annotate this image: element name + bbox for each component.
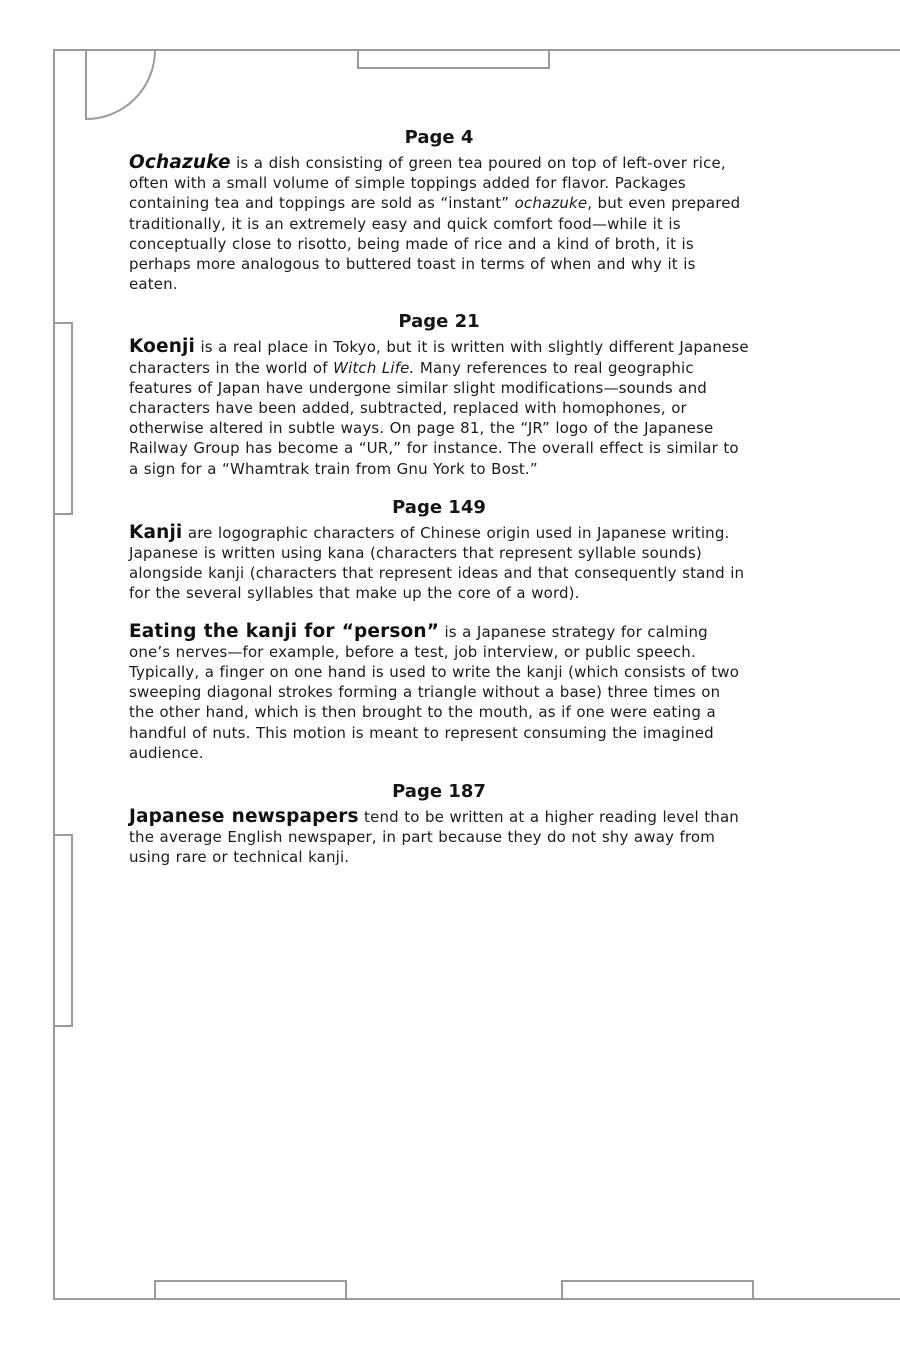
- entry-term: Ochazuke: [129, 152, 231, 173]
- section-heading: Page 21: [398, 311, 480, 333]
- section-page-4: [129, 127, 749, 294]
- section-page-21: [129, 311, 749, 478]
- section-page-187: [129, 781, 749, 868]
- entry-text-italic: Witch Life.: [333, 358, 415, 377]
- entry-text: is a real place in Tokyo, but it is written with slightly different Japanese characters in the world of: [129, 338, 749, 377]
- entry-term: Eating the kanji for “person”: [129, 620, 440, 642]
- entry-term: Japanese newspapers: [129, 806, 359, 828]
- entry-japanese-newspapers: [129, 807, 749, 868]
- entry-text: are logographic characters of Chinese origin used in Japanese writing. Japanese is written using kana (characters that represent syllable sounds) alongside kanji (characters that represent ideas and that consequently stand in for the several syllables that make up the core of a word).: [129, 523, 745, 603]
- window-left-upper: [54, 323, 72, 514]
- section-page-149: [129, 497, 749, 763]
- section-heading: Page 187: [392, 781, 486, 803]
- section-heading: Page 149: [392, 496, 486, 518]
- window-bottom-left: [155, 1281, 346, 1299]
- window-left-lower: [54, 835, 72, 1026]
- window-bottom-right: [562, 1281, 753, 1299]
- entry-term: Kanji: [129, 521, 183, 543]
- entry-text-italic: ochazuke: [514, 194, 588, 213]
- entry-term: Koenji: [129, 336, 196, 358]
- entry-eating-kanji-person: [129, 622, 749, 763]
- glossary-notes: [129, 127, 749, 868]
- entry-text: is a dish consisting of green tea poured on top of left-over rice, often with a small volume of simple toppings added for flavor. Packages containing tea and toppings are sold as “instant”: [129, 154, 726, 213]
- window-top: [358, 50, 549, 68]
- door-swing-icon: [86, 50, 155, 119]
- entry-koenji: [129, 337, 749, 478]
- entry-text: is a Japanese strategy for calming one’s nerves—for example, before a test, job interview, or public speech. Typically, a finger on one hand is used to write the kanji (which consists of two sweeping diagonal strokes forming a triangle without a base) three times on the other hand, which is then brought to the mouth, as if one were eating a handful of nuts. This motion is meant to represent consuming the imagined audience.: [129, 622, 740, 762]
- entry-text: tend to be written at a higher reading level than the average English newspaper, in part because they do not shy away from using rare or technical kanji.: [129, 808, 739, 867]
- entry-text: Many references to real geographic features of Japan have undergone similar slight modifications—sounds and characters have been added, subtracted, replaced with homophones, or otherwise altered in subtle ways. On page 81, the “JR” logo of the Japanese Railway Group has become a “UR,” for instance. The overall effect is similar to a sign for a “Whamtrak train from Gnu York to Bost.”: [129, 358, 739, 478]
- entry-text: , but even prepared traditionally, it is an extremely easy and quick comfort food—while it is conceptually close to risotto, being made of rice and a kind of broth, it is perhaps more analogous to buttered toast in terms of when and why it is eaten.: [129, 194, 741, 294]
- entry-kanji: [129, 523, 749, 604]
- section-heading: Page 4: [404, 127, 474, 148]
- entry-ochazuke: [129, 153, 749, 294]
